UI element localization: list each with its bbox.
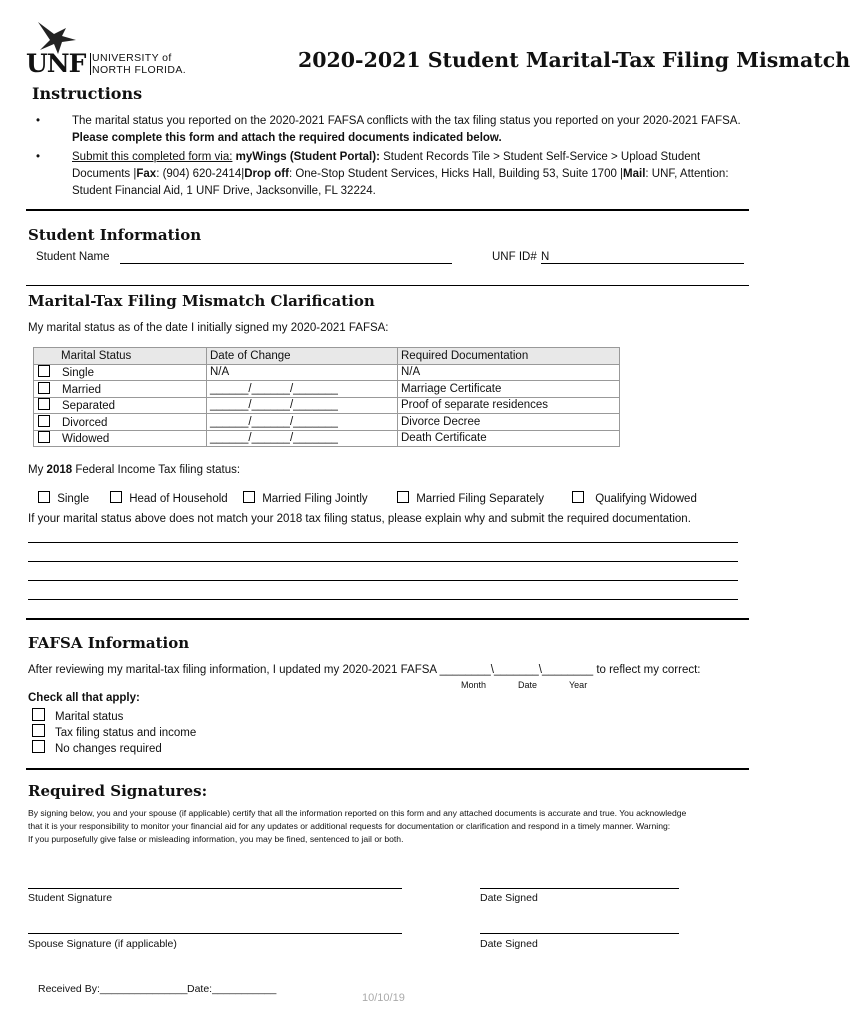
- date-of-change-field[interactable]: ______/______/_______: [207, 397, 398, 414]
- checkbox[interactable]: [572, 491, 584, 503]
- explanation-line[interactable]: [28, 561, 738, 562]
- married-checkbox[interactable]: [38, 382, 50, 394]
- received-date-field[interactable]: Date:___________: [187, 983, 277, 995]
- fafsa-option-marital-status[interactable]: Marital status: [32, 708, 123, 723]
- checkbox[interactable]: [32, 708, 45, 721]
- tax-option-head-of-household[interactable]: Head of Household: [110, 491, 228, 505]
- month-label: Month: [461, 680, 487, 690]
- column-header-date-of-change: Date of Change: [207, 348, 398, 365]
- date-of-change-field[interactable]: ______/______/_______: [207, 430, 398, 447]
- spouse-date-line[interactable]: [480, 933, 679, 934]
- fafsa-option-tax-filing[interactable]: Tax filing status and income: [32, 724, 196, 739]
- signatures-heading: Required Signatures:: [28, 782, 208, 800]
- table-row: Married ______/______/_______ Marriage Certificate: [34, 381, 620, 398]
- tax-status-prompt: My 2018 Federal Income Tax filing status:: [28, 464, 241, 476]
- student-signature-label: Student Signature: [28, 892, 113, 904]
- spouse-date-label: Date Signed: [480, 938, 538, 950]
- instructions-heading: Instructions: [32, 84, 143, 103]
- marital-status-table: [33, 347, 620, 447]
- explain-instruction: If your marital status above does not match your 2018 tax filing status, please explain why and submit the required documentation.: [28, 513, 691, 525]
- tax-option-married-filing-separately[interactable]: Married Filing Separately: [397, 491, 544, 505]
- unf-id-prefix: N: [541, 251, 550, 263]
- explanation-line[interactable]: [28, 542, 738, 543]
- logo-abbrev: UNF: [26, 49, 86, 78]
- student-date-line[interactable]: [480, 888, 679, 889]
- table-row: Single N/A N/A: [34, 364, 620, 381]
- unf-id-label: UNF ID#: [492, 251, 537, 263]
- checkbox[interactable]: [38, 491, 50, 503]
- tax-option-single[interactable]: Single: [38, 491, 89, 505]
- instruction-item-1: • The marital status you reported on the 2020-2021 FAFSA conflicts with the tax filing status you reported on your 2020-2021 FAFSA. Please complete this form and attach the required documents indicated below.: [36, 115, 741, 144]
- single-checkbox[interactable]: [38, 365, 50, 377]
- column-header-required-documentation: Required Documentation: [398, 348, 620, 365]
- spouse-signature-label: Spouse Signature (if applicable): [28, 938, 177, 950]
- received-by-field[interactable]: Received By:_______________: [38, 983, 188, 995]
- column-header-marital-status: Marital Status: [34, 348, 207, 365]
- fafsa-option-no-changes[interactable]: No changes required: [32, 740, 162, 755]
- instructions-list: [36, 113, 756, 200]
- clarification-heading: Marital-Tax Filing Mismatch Clarification: [28, 292, 375, 310]
- section-divider: [26, 209, 749, 211]
- student-info-heading: Student Information: [28, 226, 202, 244]
- table-row: Divorced ______/______/_______ Divorce Decree: [34, 414, 620, 431]
- revision-date: 10/10/19: [362, 992, 405, 1004]
- date-of-change-field[interactable]: ______/______/_______: [207, 381, 398, 398]
- page-title: 2020-2021 Student Marital-Tax Filing Mismatch: [298, 48, 850, 72]
- section-divider: [26, 768, 749, 770]
- unf-id-field[interactable]: [541, 263, 744, 264]
- explanation-line[interactable]: [28, 580, 738, 581]
- instruction-item-2: • Submit this completed form via: myWings (Student Portal): Student Records Tile > Student Self-Service > Upload Student Documents |Fax: (904) 620-2414|Drop off: One-Stop Student Services, Hicks Hall, Building 53, Suite 1700 |Mail: UNF, Attention: Student Financial Aid, 1 UNF Drive, Jacksonville, FL 32224.: [36, 151, 729, 197]
- year-label: Year: [569, 680, 588, 690]
- fafsa-updated-text: After reviewing my marital-tax filing information, I updated my 2020-2021 FAFSA ________\_______\________ to reflect my correct:: [28, 664, 701, 676]
- checkbox[interactable]: [397, 491, 409, 503]
- checkbox[interactable]: [243, 491, 255, 503]
- logo-line-1: UNIVERSITY of: [92, 52, 172, 64]
- widowed-checkbox[interactable]: [38, 431, 50, 443]
- check-all-label: Check all that apply:: [28, 692, 140, 704]
- separated-checkbox[interactable]: [38, 398, 50, 410]
- tax-option-married-filing-jointly[interactable]: Married Filing Jointly: [243, 491, 368, 505]
- fafsa-heading: FAFSA Information: [28, 634, 190, 652]
- section-divider: [26, 285, 749, 286]
- divorced-checkbox[interactable]: [38, 415, 50, 427]
- student-date-label: Date Signed: [480, 892, 538, 904]
- checkbox[interactable]: [110, 491, 122, 503]
- marital-status-prompt: My marital status as of the date I initially signed my 2020-2021 FAFSA:: [28, 322, 389, 334]
- signature-disclaimer: By signing below, you and your spouse (if applicable) certify that all the information reported on this form and any attached documents is accurate and true. You acknowledge that it is your responsibility to monitor your financial aid for any updates or additional requests for documentation or clarification and respond in a timely manner. Warning: If you purposefully give false or misleading information, you may be fined, sentenced to jail or both.: [28, 808, 687, 844]
- date-of-change-field[interactable]: ______/______/_______: [207, 414, 398, 431]
- student-name-field[interactable]: [120, 263, 452, 264]
- logo-line-2: NORTH FLORIDA.: [92, 64, 187, 76]
- bullet-icon: •: [36, 115, 41, 127]
- date-label: Date: [518, 680, 538, 690]
- checkbox[interactable]: [32, 724, 45, 737]
- table-row: Separated ______/______/_______ Proof of separate residences: [34, 397, 620, 414]
- bullet-icon: •: [36, 151, 41, 163]
- section-divider: [26, 618, 749, 620]
- marital-status-table-wrap: [33, 347, 620, 447]
- checkbox[interactable]: [32, 740, 45, 753]
- student-name-label: Student Name: [36, 251, 110, 263]
- spouse-signature-line[interactable]: [28, 933, 402, 934]
- student-signature-line[interactable]: [28, 888, 402, 889]
- logo-divider: [90, 53, 91, 75]
- explanation-line[interactable]: [28, 599, 738, 600]
- tax-option-qualifying-widowed[interactable]: Qualifying Widowed: [572, 491, 697, 505]
- table-row: Widowed ______/______/_______ Death Certificate: [34, 430, 620, 447]
